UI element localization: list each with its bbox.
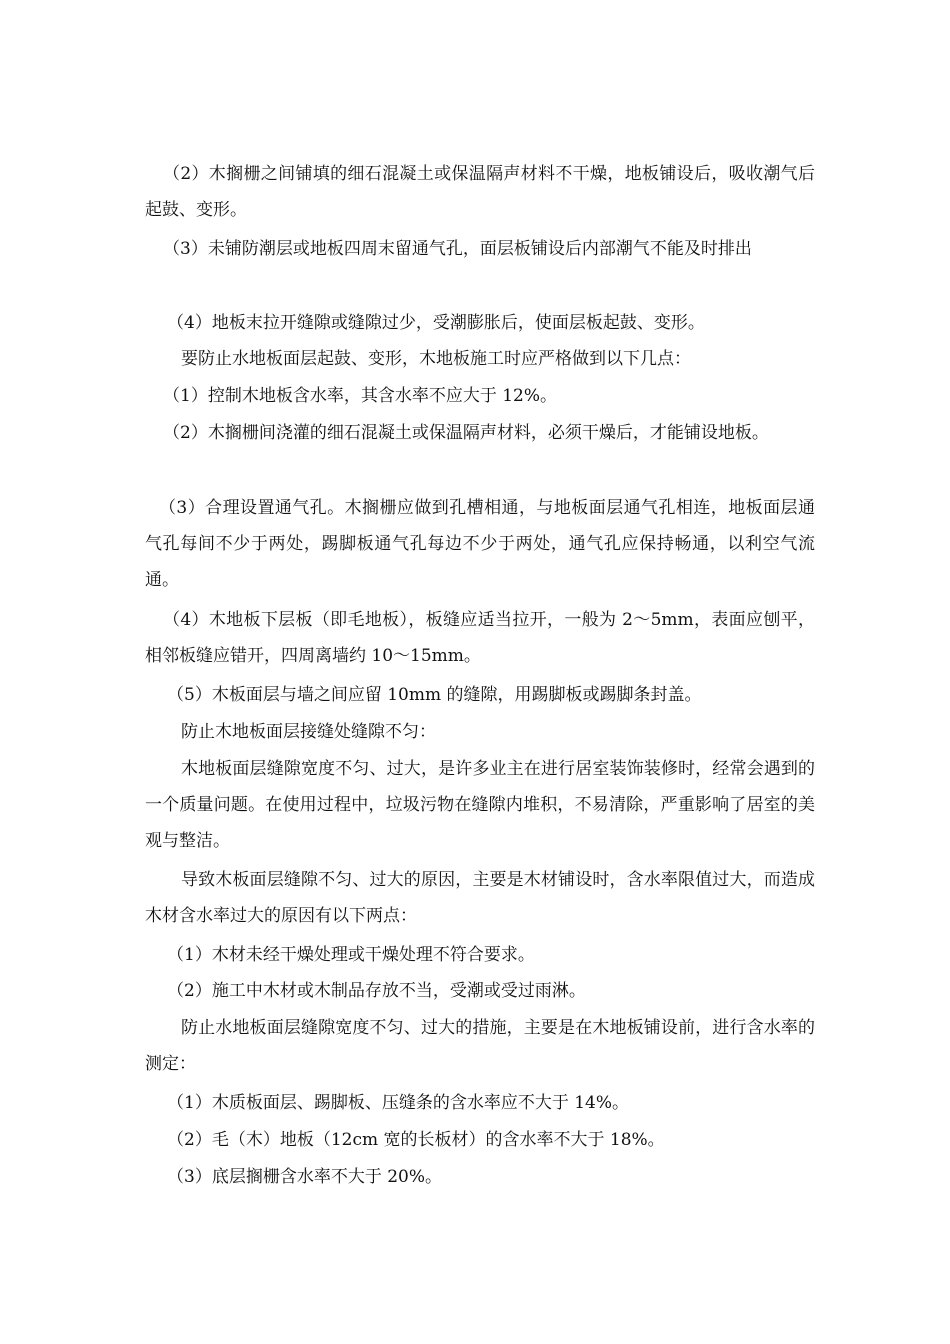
paragraph-gap-cause-2: （2）施工中木材或木制品存放不当，受潮或受过雨淋。	[167, 981, 586, 1001]
paragraph-moisture-1: （1）木质板面层、踢脚板、压缝条的含水率应不大于 14%。	[167, 1093, 630, 1113]
paragraph-prevention-3: （3）合理设置通气孔。木搁栅应做到孔槽相通，与地板面层通气孔相连，地板面层通气孔每间不少于两处，踢脚板通气孔每边不少于两处，通气孔应保持畅通，以利空气流通。	[145, 498, 815, 590]
paragraph-prevention-5: （5）木板面层与墙之间应留 10mm 的缝隙，用踢脚板或踢脚条封盖。	[167, 685, 702, 705]
paragraph-gap-cause-1: （1）木材未经干燥处理或干燥处理不符合要求。	[167, 945, 535, 965]
paragraph-gap-heading: 防止木地板面层接缝处缝隙不匀：	[181, 722, 436, 742]
paragraph-gap-problem: 木地板面层缝隙宽度不匀、过大，是许多业主在进行居室装饰装修时，经常会遇到的一个质量问题。在使用过程中，垃圾污物在缝隙内堆积，不易清除，严重影响了居室的美观与整洁。	[145, 759, 815, 851]
paragraph-moisture-2: （2）毛（木）地板（12cm 宽的长板材）的含水率不大于 18%。	[167, 1130, 665, 1150]
paragraph-prevention-2: （2）木搁栅间浇灌的细石混凝土或保温隔声材料，必须干燥后，才能铺设地板。	[163, 423, 769, 443]
paragraph-cause-2: （2）木搁栅之间铺填的细石混凝土或保温隔声材料不干燥，地板铺设后，吸收潮气后起鼓、变形。	[145, 164, 815, 220]
paragraph-moisture-3: （3）底层搁栅含水率不大于 20%。	[167, 1167, 443, 1187]
paragraph-cause-4: （4）地板末拉开缝隙或缝隙过少，受潮膨胀后，使面层板起鼓、变形。	[167, 313, 705, 333]
paragraph-gap-cause: 导致木板面层缝隙不匀、过大的原因，主要是木材铺设时，含水率限值过大，而造成木材含水率过大的原因有以下两点：	[145, 870, 815, 926]
paragraph-gap-measures: 防止水地板面层缝隙宽度不匀、过大的措施，主要是在木地板铺设前，进行含水率的测定：	[145, 1018, 815, 1074]
paragraph-cause-3: （3）未铺防潮层或地板四周末留通气孔，面层板铺设后内部潮气不能及时排出	[163, 239, 752, 259]
paragraph-prevention-4: （4）木地板下层板（即毛地板），板缝应适当拉开，一般为 2～5mm，表面应刨平，相邻板缝应错开，四周离墙约 10～15mm。	[145, 610, 815, 666]
paragraph-prevention-1: （1）控制木地板含水率，其含水率不应大于 12%。	[163, 386, 558, 406]
paragraph-prevention-intro: 要防止水地板面层起鼓、变形，木地板施工时应严格做到以下几点：	[181, 349, 691, 369]
